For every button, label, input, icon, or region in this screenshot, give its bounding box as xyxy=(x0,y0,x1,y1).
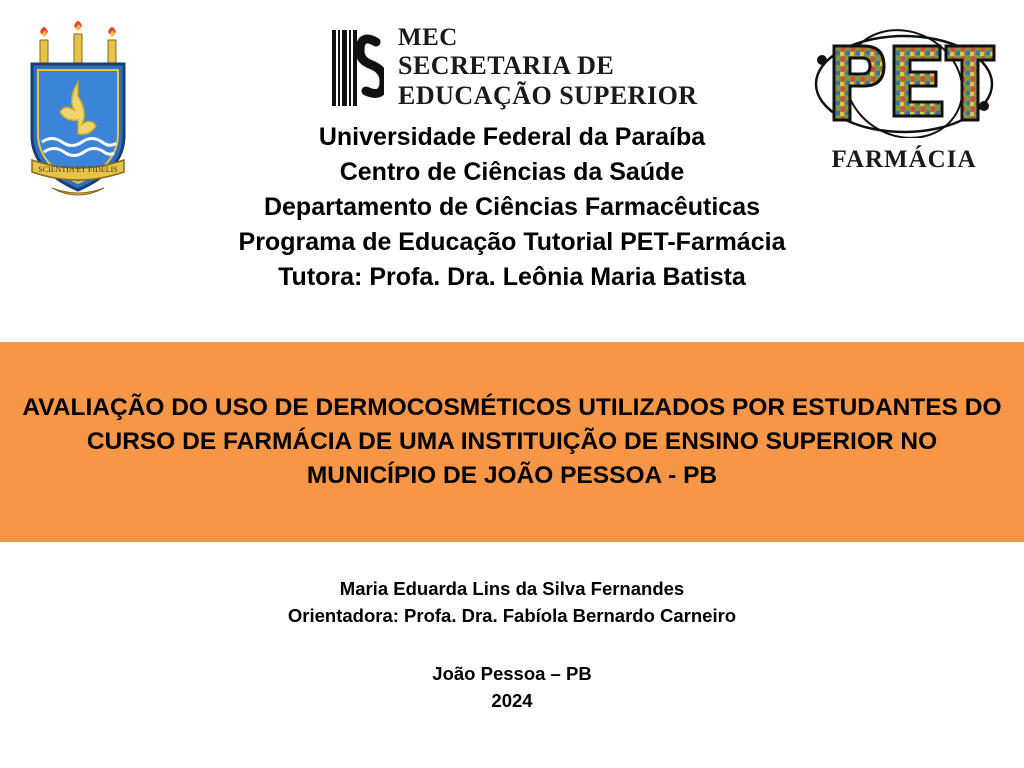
mec-logo-text xyxy=(398,24,698,111)
pet-logo-caption: FARMÁCIA xyxy=(831,146,977,173)
presentation-title: AVALIAÇÃO DO USO DE DERMOCOSMÉTICOS UTILIZADOS POR ESTUDANTES DO CURSO DE FARMÁCIA DE UMA INSTITUIÇÃO DE ENSINO SUPERIOR NO MUNICÍPIO DE JOÃO PESSOA - PB xyxy=(22,394,1002,489)
institution-line-3: Departamento de Ciências Farmacêuticas xyxy=(263,193,761,221)
authors-block xyxy=(0,575,1024,629)
mec-line-2: SECRETARIA DE xyxy=(398,51,615,80)
footer-place: João Pessoa – PB xyxy=(432,663,592,684)
mec-logo xyxy=(332,24,712,116)
author-advisor: Orientadora: Profa. Dra. Fabíola Bernardo Carneiro xyxy=(287,605,737,626)
slide-header xyxy=(0,0,1024,330)
svg-text:SCIENTIA ET FIDELIS: SCIENTIA ET FIDELIS xyxy=(38,165,118,174)
institution-line-1: Universidade Federal da Paraíba xyxy=(318,123,706,151)
institution-block xyxy=(0,120,1024,295)
presentation-title-bar xyxy=(0,342,1024,542)
institution-line-2: Centro de Ciências da Saúde xyxy=(339,158,685,186)
mec-line-3: EDUCAÇÃO SUPERIOR xyxy=(398,81,698,110)
footer-block xyxy=(0,660,1024,714)
mec-line-1: MEC xyxy=(398,24,458,51)
footer-year: 2024 xyxy=(491,690,533,711)
mec-barcode-s-mark-icon xyxy=(332,28,384,108)
institution-line-4: Programa de Educação Tutorial PET-Farmácia xyxy=(238,228,786,256)
author-student: Maria Eduarda Lins da Silva Fernandes xyxy=(339,578,685,599)
institution-line-5: Tutora: Profa. Dra. Leônia Maria Batista xyxy=(278,263,746,291)
